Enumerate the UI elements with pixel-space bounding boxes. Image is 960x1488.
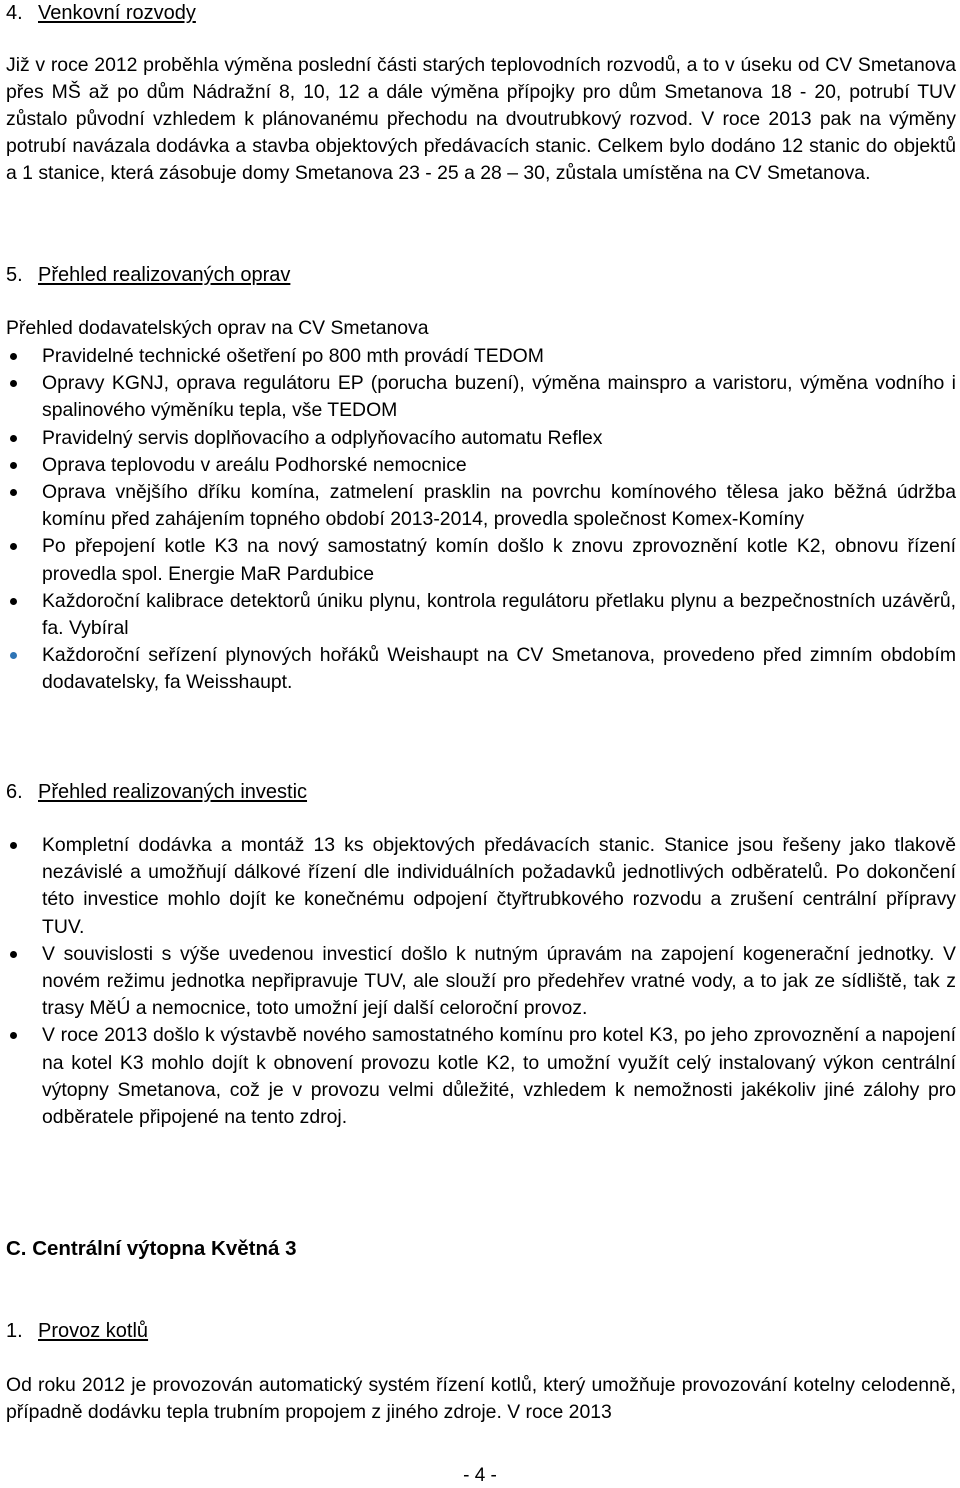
section-title: Venkovní rozvody xyxy=(38,2,196,24)
section-number: 4. xyxy=(6,2,23,24)
bullet-icon xyxy=(10,1032,17,1039)
section-title: Přehled realizovaných investic xyxy=(38,781,308,803)
bullet-icon xyxy=(10,598,17,605)
section-5-intro: Přehled dodavatelských oprav na CV Smetanova xyxy=(6,317,429,339)
list-item: V souvislosti s výše uvedenou investicí došlo k nutným úpravám na zapojení kogenerační jednotky. V novém režimu jednotka nepřipravuje TUV, ale slouží pro předehřev vratné vody, a to jak ze sídliště, tak z trasy MěÚ a nemocnice, toto umožní její další celoroční provoz. xyxy=(6,941,956,1023)
section-1-paragraph: Od roku 2012 je provozován automatický systém řízení kotlů, který umožňuje provozování kotelny celodenně, případně dodávku tepla trubním propojem z jiného zdroje. V roce 2013 xyxy=(6,1374,956,1423)
list-item: Oprava vnějšího dříku komína, zatmelení prasklin na povrchu komínového tělesa jako běžná údržba komínu před zahájením topného období 2013-2014, provedla společnost Komex-Komíny xyxy=(6,479,956,533)
chapter-c-heading: C. Centrální výtopna Květná 3 xyxy=(6,1237,297,1260)
repairs-list xyxy=(6,343,956,697)
list-item: Po přepojení kotle K3 na nový samostatný komín došlo k znovu zprovoznění kotle K2, obnovu řízení provedla spol. Energie MaR Pardubice xyxy=(6,533,956,587)
section-4-heading xyxy=(6,0,956,26)
list-item: Oprava teplovodu v areálu Podhorské nemocnice xyxy=(6,452,956,479)
list-item: Každoroční seřízení plynových hořáků Weishaupt na CV Smetanova, provedeno před zimním obdobím dodavatelsky, fa Weisshaupt. xyxy=(6,642,956,696)
investments-list xyxy=(6,832,956,1131)
section-1-heading xyxy=(6,1318,956,1344)
page-number: - 4 - xyxy=(463,1465,497,1486)
section-title: Provoz kotlů xyxy=(38,1320,149,1342)
list-item: Pravidelné technické ošetření po 800 mth provádí TEDOM xyxy=(6,343,956,370)
list-item: Každoroční kalibrace detektorů úniku plynu, kontrola regulátoru přetlaku plynu a bezpečnostních uzávěrů, fa. Vybíral xyxy=(6,588,956,642)
list-item: Opravy KGNJ, oprava regulátoru EP (porucha buzení), výměna mainspro a varistoru, výměna vodního i spalinového výměníku tepla, vše TEDOM xyxy=(6,370,956,424)
list-item: Pravidelný servis doplňovacího a odplyňovacího automatu Reflex xyxy=(6,425,956,452)
section-4-paragraph: Již v roce 2012 proběhla výměna poslední části starých teplovodních rozvodů, a to v úseku od CV Smetanova přes MŠ až po dům Nádražní 8, 10, 12 a dále výměna přípojky pro dům Smetanova 18 - 20, potrubí TUV zůstalo původní vzhledem k plánovanému přechodu na dvoutrubkový rozvod. V roce 2013 pak na výměny potrubí navázala dodávka a stavba objektových předávacích stanic. Celkem bylo dodáno 12 stanic do objektů a 1 stanice, která zásobuje domy Smetanova 23 - 25 a 28 – 30, zůstala umístěna na CV Smetanova. xyxy=(6,54,956,184)
section-title: Přehled realizovaných oprav xyxy=(38,264,291,286)
section-6-heading xyxy=(6,779,956,805)
bullet-icon xyxy=(10,462,17,469)
bullet-icon xyxy=(10,353,17,360)
section-number: 5. xyxy=(6,264,23,286)
bullet-icon xyxy=(10,951,17,958)
bullet-icon xyxy=(10,489,17,496)
section-number: 6. xyxy=(6,781,23,803)
bullet-icon xyxy=(10,652,17,659)
bullet-icon xyxy=(10,435,17,442)
bullet-icon xyxy=(10,842,17,849)
section-number: 1. xyxy=(6,1320,23,1342)
list-item: Kompletní dodávka a montáž 13 ks objektových předávacích stanic. Stanice jsou řešeny jako tlakově nezávislé a umožňují dálkové řízení dle individuálních požadavků jednotlivých odběratelů. Po dokončení této investice mohlo dojít ke konečnému odpojení čtyřtrubkového rozvodu a zrušení centrální přípravy TUV. xyxy=(6,832,956,941)
section-5-heading xyxy=(6,262,956,288)
list-item: V roce 2013 došlo k výstavbě nového samostatného komínu pro kotel K3, po jeho zprovoznění a napojení na kotel K3 mohlo dojít k obnovení provozu kotle K2, to umožní využít celý instalovaný výkon centrální výtopny Smetanova, což je v provozu velmi důležité, vzhledem k nemožnosti jakékoliv jiné zálohy pro odběratele připojené na tento zdroj. xyxy=(6,1022,956,1131)
bullet-icon xyxy=(10,380,17,387)
bullet-icon xyxy=(10,543,17,550)
